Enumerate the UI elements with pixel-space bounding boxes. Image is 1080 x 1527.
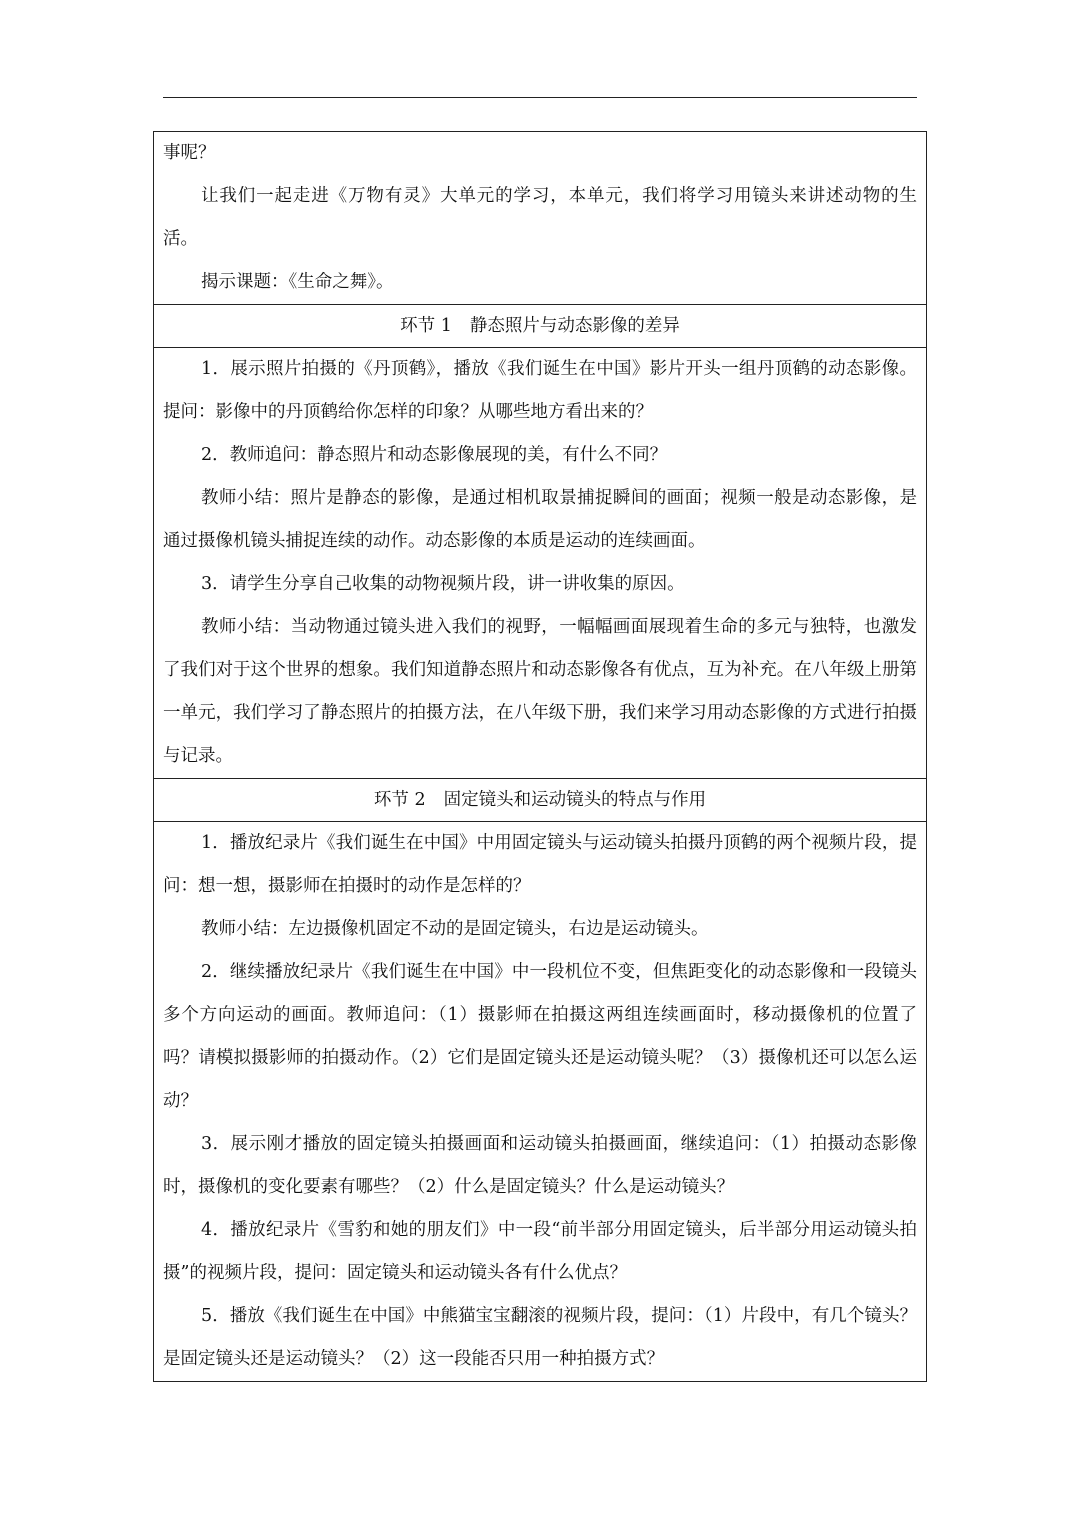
section1-paragraph: 1．展示照片拍摄的《丹顶鹤》，播放《我们诞生在中国》影片开头一组丹顶鹤的动态影像。提问：影像中的丹顶鹤给你怎样的印象？从哪些地方看出来的？ bbox=[163, 359, 917, 422]
section2-paragraph: 1．播放纪录片《我们诞生在中国》中用固定镜头与运动镜头拍摄丹顶鹤的两个视频片段，提问：想一想，摄影师在拍摄时的动作是怎样的？ bbox=[163, 833, 917, 896]
section2-paragraph: 教师小结：左边摄像机固定不动的是固定镜头，右边是运动镜头。 bbox=[201, 919, 709, 939]
section1-title: 静态照片与动态影像的差异 bbox=[469, 316, 680, 336]
section1-paragraph: 教师小结：照片是静态的影像，是通过相机取景捕捉瞬间的画面；视频一般是动态影像，是通过摄像机镜头捕捉连续的动作。动态影像的本质是运动的连续画面。 bbox=[163, 488, 917, 551]
section1-label: 环节 1 bbox=[400, 316, 452, 336]
intro-paragraph-3: 揭示课题：《生命之舞》。 bbox=[201, 272, 394, 292]
section1-paragraph: 2．教师追问：静态照片和动态影像展现的美，有什么不同？ bbox=[201, 445, 668, 465]
section2-label: 环节 2 bbox=[373, 790, 426, 810]
lesson-table bbox=[153, 131, 927, 1382]
section2-title: 固定镜头和运动镜头的特点与作用 bbox=[443, 790, 707, 810]
intro-paragraph-1: 事呢？ bbox=[163, 143, 216, 163]
section2-header bbox=[154, 778, 926, 821]
section1-body bbox=[154, 347, 926, 778]
section2-paragraph: 3．展示刚才播放的固定镜头拍摄画面和运动镜头拍摄画面，继续追问：（1）拍摄动态影像时，摄像机的变化要素有哪些？（2）什么是固定镜头？什么是运动镜头？ bbox=[163, 1134, 917, 1197]
section2-paragraph: 4．播放纪录片《雪豹和她的朋友们》中一段“前半部分用固定镜头，后半部分用运动镜头拍摄”的视频片段，提问：固定镜头和运动镜头各有什么优点？ bbox=[163, 1220, 917, 1283]
section1-paragraph: 3．请学生分享自己收集的动物视频片段，讲一讲收集的原因。 bbox=[201, 574, 685, 594]
section2-paragraph: 2．继续播放纪录片《我们诞生在中国》中一段机位不变，但焦距变化的动态影像和一段镜头多个方向运动的画面。教师追问：（1）摄影师在拍摄这两组连续画面时，移动摄像机的位置了吗？请模拟摄影师的拍摄动作。（2）它们是固定镜头还是运动镜头呢？（3）摄像机还可以怎么运动？ bbox=[163, 962, 917, 1111]
section1-header bbox=[154, 304, 926, 347]
section1-paragraph: 教师小结：当动物通过镜头进入我们的视野，一幅幅画面展现着生命的多元与独特，也激发了我们对于这个世界的想象。我们知道静态照片和动态影像各有优点，互为补充。在八年级上册第一单元，我们学习了静态照片的拍摄方法，在八年级下册，我们来学习用动态影像的方式进行拍摄与记录。 bbox=[163, 617, 917, 766]
intro-paragraph-2: 让我们一起走进《万物有灵》大单元的学习，本单元，我们将学习用镜头来讲述动物的生活。 bbox=[163, 186, 917, 249]
section2-body bbox=[154, 821, 926, 1381]
section2-paragraph: 5．播放《我们诞生在中国》中熊猫宝宝翻滚的视频片段，提问：（1）片段中，有几个镜头？是固定镜头还是运动镜头？（2）这一段能否只用一种拍摄方式？ bbox=[163, 1306, 917, 1369]
header-rule bbox=[163, 97, 917, 98]
intro-cell bbox=[154, 132, 926, 304]
